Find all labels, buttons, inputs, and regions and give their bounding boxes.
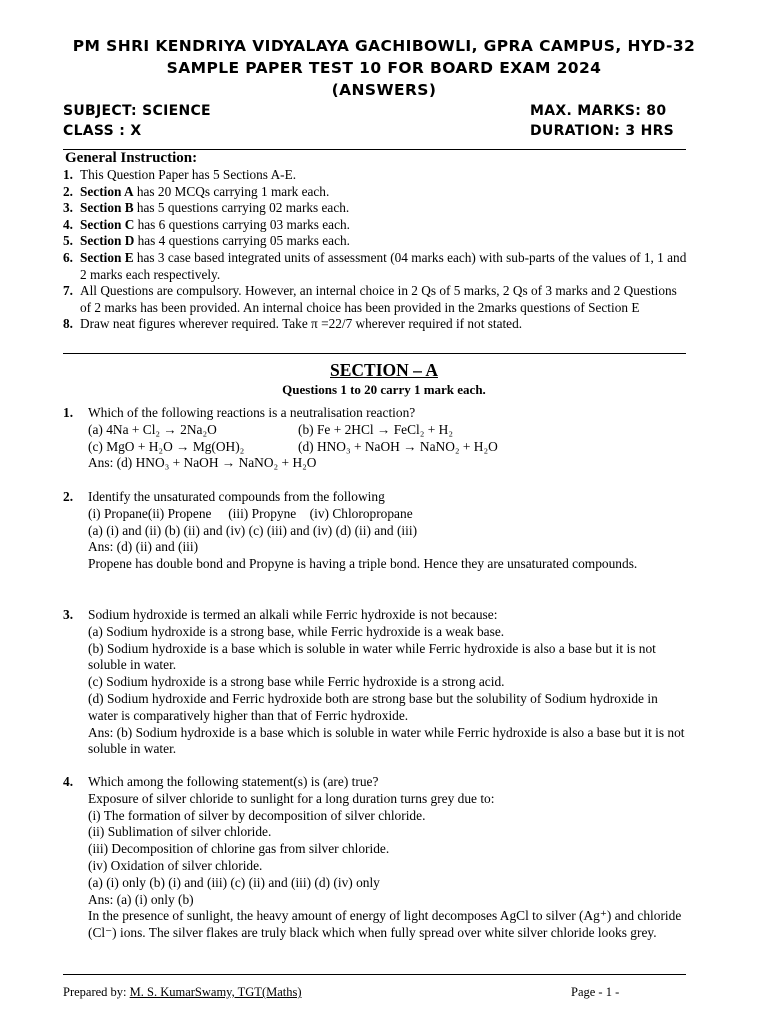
question-1 [63,405,688,472]
question-3 [63,607,688,758]
question-number: 4. [63,774,74,789]
explanation-text: In the presence of sunlight, the heavy amount of energy of light decomposes AgCl to silver (Ag⁺) and chloride (Cl⁻) ions. The silver flakes are truly black which when fully spread over white silver chloride looks grey. [88,908,682,941]
options-line: (a) (i) only (b) (i) and (iii) (c) (ii) and (iii) (d) (iv) only [88,874,380,890]
instruction-number: 3. [63,200,73,216]
paper-title-heading: SAMPLE PAPER TEST 10 FOR BOARD EXAM 2024 [166,59,602,77]
divider-footer [63,974,686,975]
options-line: (a) (i) and (ii) (b) (ii) and (iv) (c) (iii) and (iv) (d) (ii) and (iii) [88,522,418,538]
statement-ii: (ii) Sublimation of silver chloride. [88,824,272,840]
instruction-text: has 20 MCQs carrying 1 mark each. [133,183,330,199]
option-row [88,439,688,456]
instruction-number: 1. [63,167,73,182]
instruction-bold: Section B [80,200,134,216]
instruction-item [63,283,688,316]
instruction-number: 2. [63,183,73,199]
instruction-bold: Section E [80,249,134,265]
option-c: (c) Sodium hydroxide is a strong base while Ferric hydroxide is a strong acid. [88,674,505,690]
question-number: 1. [63,405,74,420]
instruction-bold: Section D [80,233,135,249]
instruction-item [63,184,688,201]
answer-text: Ans: (d) (ii) and (iii) [88,539,199,555]
instruction-bold: Section C [80,216,135,232]
instruction-number: 5. [63,233,73,249]
instruction-text: This Question Paper has 5 Sections A-E. [80,167,297,182]
answer-text: Ans: (d) HNO₃ + NaOH → NaNO₂ + H₂O [88,455,317,471]
statement-i: (i) The formation of silver by decomposition of silver chloride. [88,807,426,823]
instruction-number: 4. [63,216,73,232]
general-instruction-title: General Instruction: [65,150,198,166]
duration-label: DURATION: 3 HRS [530,123,675,139]
instruction-text: has 6 questions carrying 03 marks each. [134,216,350,232]
instruction-item [63,250,688,283]
option-a: (a) 4Na + Cl₂ → 2Na₂O [88,421,217,437]
answer-text: Ans: (a) (i) only (b) [88,891,194,907]
class-label: CLASS : X [63,123,142,139]
prepared-by-label: Prepared by: [63,985,130,999]
statement-iii: (iii) Decomposition of chlorine gas from silver chloride. [88,841,390,857]
question-2 [63,489,688,573]
divider-middle [63,353,686,354]
instruction-number: 8. [63,316,73,332]
question-number: 3. [63,607,74,622]
instruction-item [63,217,688,234]
option-b: (b) Sodium hydroxide is a base which is soluble in water while Ferric hydroxide is also a base but it is not soluble in water. [88,640,656,673]
author-name: M. S. KumarSwamy, TGT(Maths) [129,985,302,999]
question-4 [63,774,688,942]
footer-prepared-by [63,985,302,1000]
instruction-text: Draw neat figures wherever required. Take π =22/7 wherever required if not stated. [80,316,523,332]
section-title: SECTION – A [330,360,438,380]
instruction-item [63,233,688,250]
instruction-text: has 5 questions carrying 02 marks each. [133,200,350,216]
option-b: (b) Fe + 2HCl → FeCl₂ + H₂ [298,421,453,437]
instruction-text: All Questions are compulsory. However, an internal choice in 2 Qs of 5 marks, 2 Qs of 3 marks and 2 Questions of 2 marks has been provided. An internal choice has been provided in the 2marks questions of Section E [80,283,677,315]
instruction-item [63,200,688,217]
instruction-number: 7. [63,283,73,299]
option-a: (a) Sodium hydroxide is a strong base, while Ferric hydroxide is a weak base. [88,623,505,639]
option-d: (d) HNO₃ + NaOH → NaNO₂ + H₂O [298,438,498,454]
general-instruction-list [63,167,688,333]
answers-heading: (ANSWERS) [331,81,437,99]
page-number: Page - 1 - [571,985,620,999]
option-d: (d) Sodium hydroxide and Ferric hydroxide both are strong base but the solubility of Sodium hydroxide in water is comparatively higher than that of Ferric hydroxide. [88,690,658,723]
instruction-text: has 4 questions carrying 05 marks each. [134,233,350,249]
school-name-heading: PM SHRI KENDRIYA VIDYALAYA GACHIBOWLI, GPRA CAMPUS, HYD-32 [72,37,696,55]
compound-list: (i) Propane(ii) Propene (iii) Propyne (iv) Chloropropane [88,505,413,521]
statement-iv: (iv) Oxidation of silver chloride. [88,857,263,873]
instruction-bold: Section A [80,183,134,199]
section-subtitle: Questions 1 to 20 carry 1 mark each. [282,382,486,397]
option-c: (c) MgO + H₂O → Mg(OH)₂ [88,438,245,454]
question-text: Which among the following statement(s) is (are) true? [88,774,379,789]
question-text: Which of the following reactions is a neutralisation reaction? [88,405,416,420]
explanation-text: Propene has double bond and Propyne is having a triple bond. Hence they are unsaturated compounds. [88,556,638,572]
instruction-text: has 3 case based integrated units of assessment (04 marks each) with sub-parts of the values of 1, 1 and 2 marks each respectively. [80,249,687,282]
max-marks-label: MAX. MARKS: 80 [530,103,667,119]
instruction-item [63,167,688,184]
answer-text: Ans: (b) Sodium hydroxide is a base which is soluble in water while Ferric hydroxide is also a base but it is not soluble in water. [88,724,685,757]
question-number: 2. [63,489,74,504]
question-text: Sodium hydroxide is termed an alkali while Ferric hydroxide is not because: [88,607,498,622]
instruction-number: 6. [63,249,73,265]
option-row [88,422,688,439]
question-stem: Exposure of silver chloride to sunlight for a long duration turns grey due to: [88,790,495,806]
question-text: Identify the unsaturated compounds from the following [88,489,385,504]
subject-label: SUBJECT: SCIENCE [63,103,211,119]
instruction-item [63,316,688,333]
